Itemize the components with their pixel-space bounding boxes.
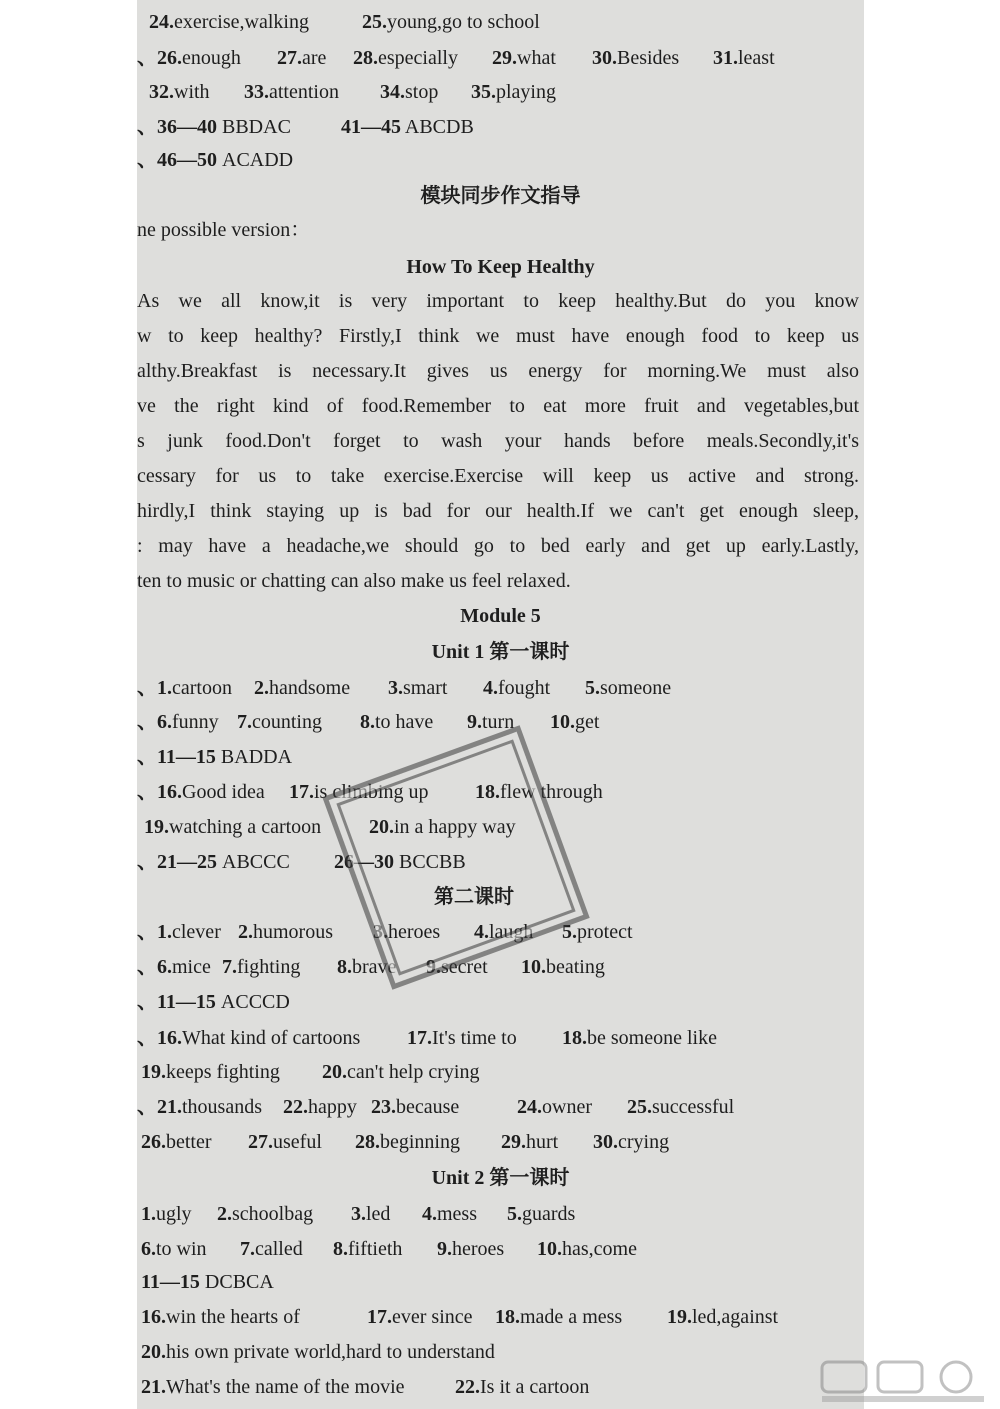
- answer-item: [407, 1026, 517, 1050]
- answer-text: young,go to school: [387, 11, 540, 33]
- answer-number: 22.: [283, 1096, 308, 1118]
- answer-text: is climbing up: [314, 781, 429, 803]
- answer-item: [137, 148, 293, 172]
- answer-text: heroes: [388, 921, 441, 943]
- answer-text: Good idea: [182, 781, 265, 803]
- answer-text: heroes: [452, 1238, 505, 1260]
- answer-number: 、6.: [137, 711, 172, 733]
- answer-number: 29.: [492, 47, 517, 69]
- answer-text: flew through: [500, 781, 603, 803]
- answer-number: 32.: [149, 81, 174, 103]
- answer-number: 30.: [592, 47, 617, 69]
- essay-line: cessary for us to take exercise.Exercise will keep us active and strong.: [137, 465, 859, 487]
- answer-text: schoolbag: [232, 1203, 314, 1225]
- answer-number: 24.: [149, 11, 174, 33]
- answer-text: with: [174, 81, 210, 103]
- answer-number: 35.: [471, 81, 496, 103]
- answer-number: 7.: [240, 1238, 255, 1260]
- answer-text: counting: [252, 711, 322, 733]
- answer-number: 2.: [238, 921, 253, 943]
- answer-text: happy: [308, 1096, 357, 1118]
- answer-number: 17.: [407, 1027, 432, 1049]
- answer-text: someone: [600, 677, 672, 699]
- answer-number: 、6.: [137, 956, 172, 978]
- answer-item: [141, 1130, 212, 1154]
- answer-item: [141, 1202, 192, 1226]
- answer-item: [137, 745, 292, 769]
- answer-item: [248, 1130, 322, 1154]
- answer-item: [367, 1305, 473, 1329]
- answer-number: 26.: [141, 1131, 166, 1153]
- answer-text: playing: [496, 81, 556, 103]
- answer-text: hurt: [526, 1131, 559, 1153]
- answer-number: 、16.: [137, 781, 182, 803]
- answer-number: 、11—15: [137, 991, 216, 1013]
- answer-item: [137, 710, 219, 734]
- answer-text: to have: [375, 711, 434, 733]
- answer-text: especially: [378, 47, 458, 69]
- writing-guide-title: 模块同步作文指导: [420, 185, 581, 207]
- answer-number: 3.: [351, 1203, 366, 1225]
- answer-text: ABCCC: [217, 851, 290, 873]
- answer-text: beating: [546, 956, 605, 978]
- answer-text: win the hearts of: [166, 1306, 300, 1328]
- answer-number: 28.: [353, 47, 378, 69]
- answer-number: 27.: [277, 47, 302, 69]
- answer-item: [141, 1237, 207, 1261]
- answer-item: [471, 80, 556, 104]
- answer-text: better: [166, 1131, 212, 1153]
- answer-number: 22.: [455, 1376, 480, 1398]
- answer-number: 11—15: [141, 1271, 200, 1293]
- answer-item: [141, 1270, 274, 1294]
- answer-text: made a mess: [520, 1306, 623, 1328]
- answer-text: in a happy way: [394, 816, 516, 838]
- answer-number: 25.: [362, 11, 387, 33]
- answer-page: 24.exercise,walking 25.young,go to school 、26.enough 27.are 28.especially 29.what 30.Besides 31.least 32.with 33.attention 34.stop 35.playing 、36—40 BBDAC 41—45 ABCDB 、46—50 ACADD 模块同步作文指导 ne possible version： How To Keep Healthy As we all know,it is very important to keep healthy.But do you know w to keep healthy? Firstly,I think we must have enough food to keep us althy.Breakfast is necessary.It gives us energy for morning.We must also ve the right kind of food.Remember to eat more fruit and vegetables,but s junk food.Don't forget to wash your hands before meals.Secondly,it's cessary for us to take exercise.Exercise will keep us active and strong. hirdly,I think staying up is bad for our health.If we can't get enough sleep, : may have a headache,we should go to bed early and get up early.Lastly, ten to music or chatting can also make us feel relaxed. Module 5 Unit 1 第一课时 、1.cartoon 2.handsome 3.smart 4.fought 5.someone 、6.funny 7.counting 8.to have 9.turn 10.get 、11—15 BADDA 、16.Good idea 17.is climbing up 18.flew through 19.watching a cartoon 20.in a happy way 、21—25 ABCCC 26—30 BCCBB 第二课时 、1.clever 2.humorous 3.heroes 4.laugh 5.protect 、6.mice 7.fighting 8.brave 9.secret 10.beating 、11—15 ACCCD 、16.What kind of cartoons 17.It's time to 18.be someone like 19.keeps fighting 20.can't help crying 、21.thousands 22.happy 23.because 24.owner 25.successful 26.better 27.useful 28.beginning 29.hurt 30.crying Unit 2 第一课时 1.ugly 2.schoolbag 3.led 4.mess 5.guards 6.to win 7.called 8.fiftieth 9.heroes 10.has,come 11—15 DCBCA 16.win the hearts of 17.ever since 18.made a mess 19.led,against 20.his own private world,hard to understand 21.What's the name of the movie 22.Is it a cartoon: [137, 0, 864, 1409]
- answer-number: 4.: [422, 1203, 437, 1225]
- answer-number: 、16.: [137, 1027, 182, 1049]
- essay-line: althy.Breakfast is necessary.It gives us energy for morning.We must also: [137, 360, 859, 382]
- essay-line: : may have a headache,we should go to bed early and get up early.Lastly,: [137, 535, 859, 557]
- answer-number: 8.: [360, 711, 375, 733]
- answer-item: [355, 1130, 460, 1154]
- answer-number: 、46—50: [137, 149, 217, 171]
- answer-text: secret: [441, 956, 488, 978]
- answer-item: [137, 850, 290, 874]
- answer-text: brave: [352, 956, 397, 978]
- answer-item: [483, 676, 550, 700]
- answer-item: [137, 1026, 360, 1050]
- answer-item: [217, 1202, 313, 1226]
- answer-number: 17.: [289, 781, 314, 803]
- answer-item: [144, 815, 321, 839]
- answer-text: are: [302, 47, 327, 69]
- essay-line: hirdly,I think staying up is bad for our health.If we can't get enough sleep,: [137, 500, 859, 522]
- answer-number: 18.: [475, 781, 500, 803]
- answer-item: [501, 1130, 558, 1154]
- answer-text: fiftieth: [348, 1238, 403, 1260]
- answer-number: 3.: [373, 921, 388, 943]
- answer-number: 10.: [521, 956, 546, 978]
- answer-number: 9.: [426, 956, 441, 978]
- answer-text: has,come: [562, 1238, 637, 1260]
- answer-text: cartoon: [172, 677, 232, 699]
- answer-number: 4.: [474, 921, 489, 943]
- answer-number: 29.: [501, 1131, 526, 1153]
- answer-item: [341, 115, 474, 139]
- answer-item: [141, 1340, 495, 1364]
- answer-text: least: [738, 47, 775, 69]
- answer-item: [667, 1305, 778, 1329]
- answer-number: 34.: [380, 81, 405, 103]
- answer-text: Is it a cartoon: [480, 1376, 590, 1398]
- unit2-title: Unit 2 第一课时: [431, 1167, 570, 1189]
- answer-text: What's the name of the movie: [166, 1376, 405, 1398]
- answer-number: 30.: [593, 1131, 618, 1153]
- answer-item: [495, 1305, 622, 1329]
- answer-item: [277, 46, 326, 70]
- answer-number: 31.: [713, 47, 738, 69]
- essay-line: w to keep healthy? Firstly,I think we must have enough food to keep us: [137, 325, 859, 347]
- answer-number: 、26.: [137, 47, 182, 69]
- answer-number: 、21.: [137, 1096, 182, 1118]
- answer-text: Besides: [617, 47, 680, 69]
- answer-text: useful: [273, 1131, 322, 1153]
- answer-text: ACCCD: [215, 991, 290, 1013]
- answer-number: 20.: [322, 1061, 347, 1083]
- answer-number: 4.: [483, 677, 498, 699]
- answer-text: ACADD: [217, 149, 294, 171]
- answer-item: [360, 710, 433, 734]
- answer-text: be someone like: [587, 1027, 717, 1049]
- answer-item: [492, 46, 556, 70]
- answer-number: 20.: [369, 816, 394, 838]
- answer-item: [137, 1095, 262, 1119]
- answer-text: called: [255, 1238, 303, 1260]
- answer-number: 7.: [222, 956, 237, 978]
- answer-number: 33.: [244, 81, 269, 103]
- answer-item: [517, 1095, 592, 1119]
- answer-text: enough: [182, 47, 241, 69]
- answer-number: 1.: [141, 1203, 156, 1225]
- answer-number: 2.: [217, 1203, 232, 1225]
- answer-item: [351, 1202, 390, 1226]
- answer-text: ABCDB: [401, 116, 474, 138]
- answer-item: [627, 1095, 734, 1119]
- answer-number: 16.: [141, 1306, 166, 1328]
- answer-number: 、11—15: [137, 746, 216, 768]
- answer-text: ever since: [392, 1306, 473, 1328]
- answer-number: 21.: [141, 1376, 166, 1398]
- answer-item: [222, 955, 300, 979]
- answer-number: 25.: [627, 1096, 652, 1118]
- answer-item: [149, 10, 309, 34]
- answer-item: [380, 80, 438, 104]
- answer-number: 41—45: [341, 116, 401, 138]
- answer-text: because: [396, 1096, 460, 1118]
- answer-item: [237, 710, 322, 734]
- answer-number: 26—30: [334, 851, 394, 873]
- answer-text: handsome: [269, 677, 351, 699]
- answer-number: 、21—25: [137, 851, 217, 873]
- answer-item: [141, 1375, 405, 1399]
- answer-number: 、1.: [137, 677, 172, 699]
- answer-text: can't help crying: [347, 1061, 480, 1083]
- answer-item: [283, 1095, 357, 1119]
- answer-item: [137, 676, 232, 700]
- answer-number: 8.: [337, 956, 352, 978]
- answer-text: stop: [405, 81, 439, 103]
- answer-text: successful: [652, 1096, 735, 1118]
- answer-item: [137, 920, 221, 944]
- answer-item: [238, 920, 333, 944]
- answer-number: 5.: [562, 921, 577, 943]
- answer-text: BBDAC: [217, 116, 291, 138]
- answer-number: 23.: [371, 1096, 396, 1118]
- answer-item: [388, 676, 447, 700]
- answer-text: protect: [577, 921, 633, 943]
- answer-text: DCBCA: [199, 1271, 274, 1293]
- answer-text: guards: [522, 1203, 576, 1225]
- answer-item: [137, 46, 241, 70]
- watermark-logo-icon: [818, 1358, 988, 1406]
- answer-number: 、36—40: [137, 116, 217, 138]
- essay-title: How To Keep Healthy: [406, 256, 595, 278]
- answer-item: [592, 46, 679, 70]
- answer-number: 3.: [388, 677, 403, 699]
- answer-text: fighting: [237, 956, 301, 978]
- answer-number: 24.: [517, 1096, 542, 1118]
- answer-number: 10.: [550, 711, 575, 733]
- answer-number: 18.: [562, 1027, 587, 1049]
- answer-text: beginning: [380, 1131, 460, 1153]
- answer-text: mice: [172, 956, 211, 978]
- answer-item: [437, 1237, 504, 1261]
- answer-text: clever: [172, 921, 221, 943]
- answer-number: 10.: [537, 1238, 562, 1260]
- answer-number: 、1.: [137, 921, 172, 943]
- answer-item: [713, 46, 775, 70]
- answer-text: mess: [437, 1203, 477, 1225]
- answer-item: [455, 1375, 589, 1399]
- answer-text: BADDA: [215, 746, 293, 768]
- answer-item: [333, 1237, 402, 1261]
- answer-item: [537, 1237, 637, 1261]
- answer-number: 27.: [248, 1131, 273, 1153]
- answer-item: [585, 676, 671, 700]
- answer-item: [137, 990, 290, 1014]
- answer-text: exercise,walking: [174, 11, 309, 33]
- answer-text: fought: [498, 677, 551, 699]
- answer-text: funny: [172, 711, 219, 733]
- answer-text: what: [517, 47, 556, 69]
- answer-text: What kind of cartoons: [182, 1027, 361, 1049]
- answer-text: ugly: [156, 1203, 192, 1225]
- answer-number: 17.: [367, 1306, 392, 1328]
- answer-item: [562, 1026, 717, 1050]
- answer-item: [137, 955, 211, 979]
- answer-item: [322, 1060, 479, 1084]
- answer-text: turn: [482, 711, 515, 733]
- answer-text: get: [575, 711, 600, 733]
- answer-number: 28.: [355, 1131, 380, 1153]
- answer-number: 8.: [333, 1238, 348, 1260]
- answer-text: crying: [618, 1131, 670, 1153]
- answer-item: [254, 676, 350, 700]
- answer-text: attention: [269, 81, 339, 103]
- unit1-title: Unit 1 第一课时: [431, 641, 570, 663]
- answer-item: [521, 955, 605, 979]
- answer-text: smart: [403, 677, 448, 699]
- essay-line: ten to music or chatting can also make us feel relaxed.: [137, 570, 571, 592]
- answer-number: 9.: [467, 711, 482, 733]
- answer-number: 2.: [254, 677, 269, 699]
- answer-number: 18.: [495, 1306, 520, 1328]
- answer-item: [141, 1060, 280, 1084]
- answer-text: keeps fighting: [166, 1061, 280, 1083]
- answer-number: 9.: [437, 1238, 452, 1260]
- answer-text: humorous: [253, 921, 333, 943]
- answer-item: [149, 80, 210, 104]
- answer-number: 5.: [507, 1203, 522, 1225]
- answer-text: It's time to: [432, 1027, 517, 1049]
- answer-text: his own private world,hard to understand: [166, 1341, 495, 1363]
- answer-item: [244, 80, 339, 104]
- answer-text: led: [366, 1203, 391, 1225]
- answer-number: 7.: [237, 711, 252, 733]
- answer-number: 5.: [585, 677, 600, 699]
- answer-item: [353, 46, 458, 70]
- answer-item: [240, 1237, 303, 1261]
- answer-item: [362, 10, 540, 34]
- essay-line: As we all know,it is very important to keep healthy.But do you know: [137, 290, 859, 312]
- answer-number: 6.: [141, 1238, 156, 1260]
- answer-item: [137, 115, 291, 139]
- answer-item: [137, 780, 265, 804]
- essay-line: ve the right kind of food.Remember to eat more fruit and vegetables,but: [137, 395, 859, 417]
- answer-text: BCCBB: [394, 851, 466, 873]
- essay-line: s junk food.Don't forget to wash your hands before meals.Secondly,it's: [137, 430, 859, 452]
- module-title: Module 5: [460, 605, 541, 627]
- answer-number: 19.: [141, 1061, 166, 1083]
- answer-item: [593, 1130, 669, 1154]
- stamp-seal-icon: [322, 725, 589, 989]
- answer-text: thousands: [182, 1096, 262, 1118]
- answer-item: [507, 1202, 575, 1226]
- answer-number: 19.: [667, 1306, 692, 1328]
- answer-text: laugh: [489, 921, 534, 943]
- essay-body: [137, 284, 859, 599]
- answer-item: [422, 1202, 477, 1226]
- answer-text: led,against: [692, 1306, 779, 1328]
- answer-item: [550, 710, 599, 734]
- answer-text: to win: [156, 1238, 207, 1260]
- answer-item: [141, 1305, 300, 1329]
- answer-number: 19.: [144, 816, 169, 838]
- answer-item: [371, 1095, 459, 1119]
- answer-text: owner: [542, 1096, 592, 1118]
- answer-text: watching a cartoon: [169, 816, 322, 838]
- answer-number: 20.: [141, 1341, 166, 1363]
